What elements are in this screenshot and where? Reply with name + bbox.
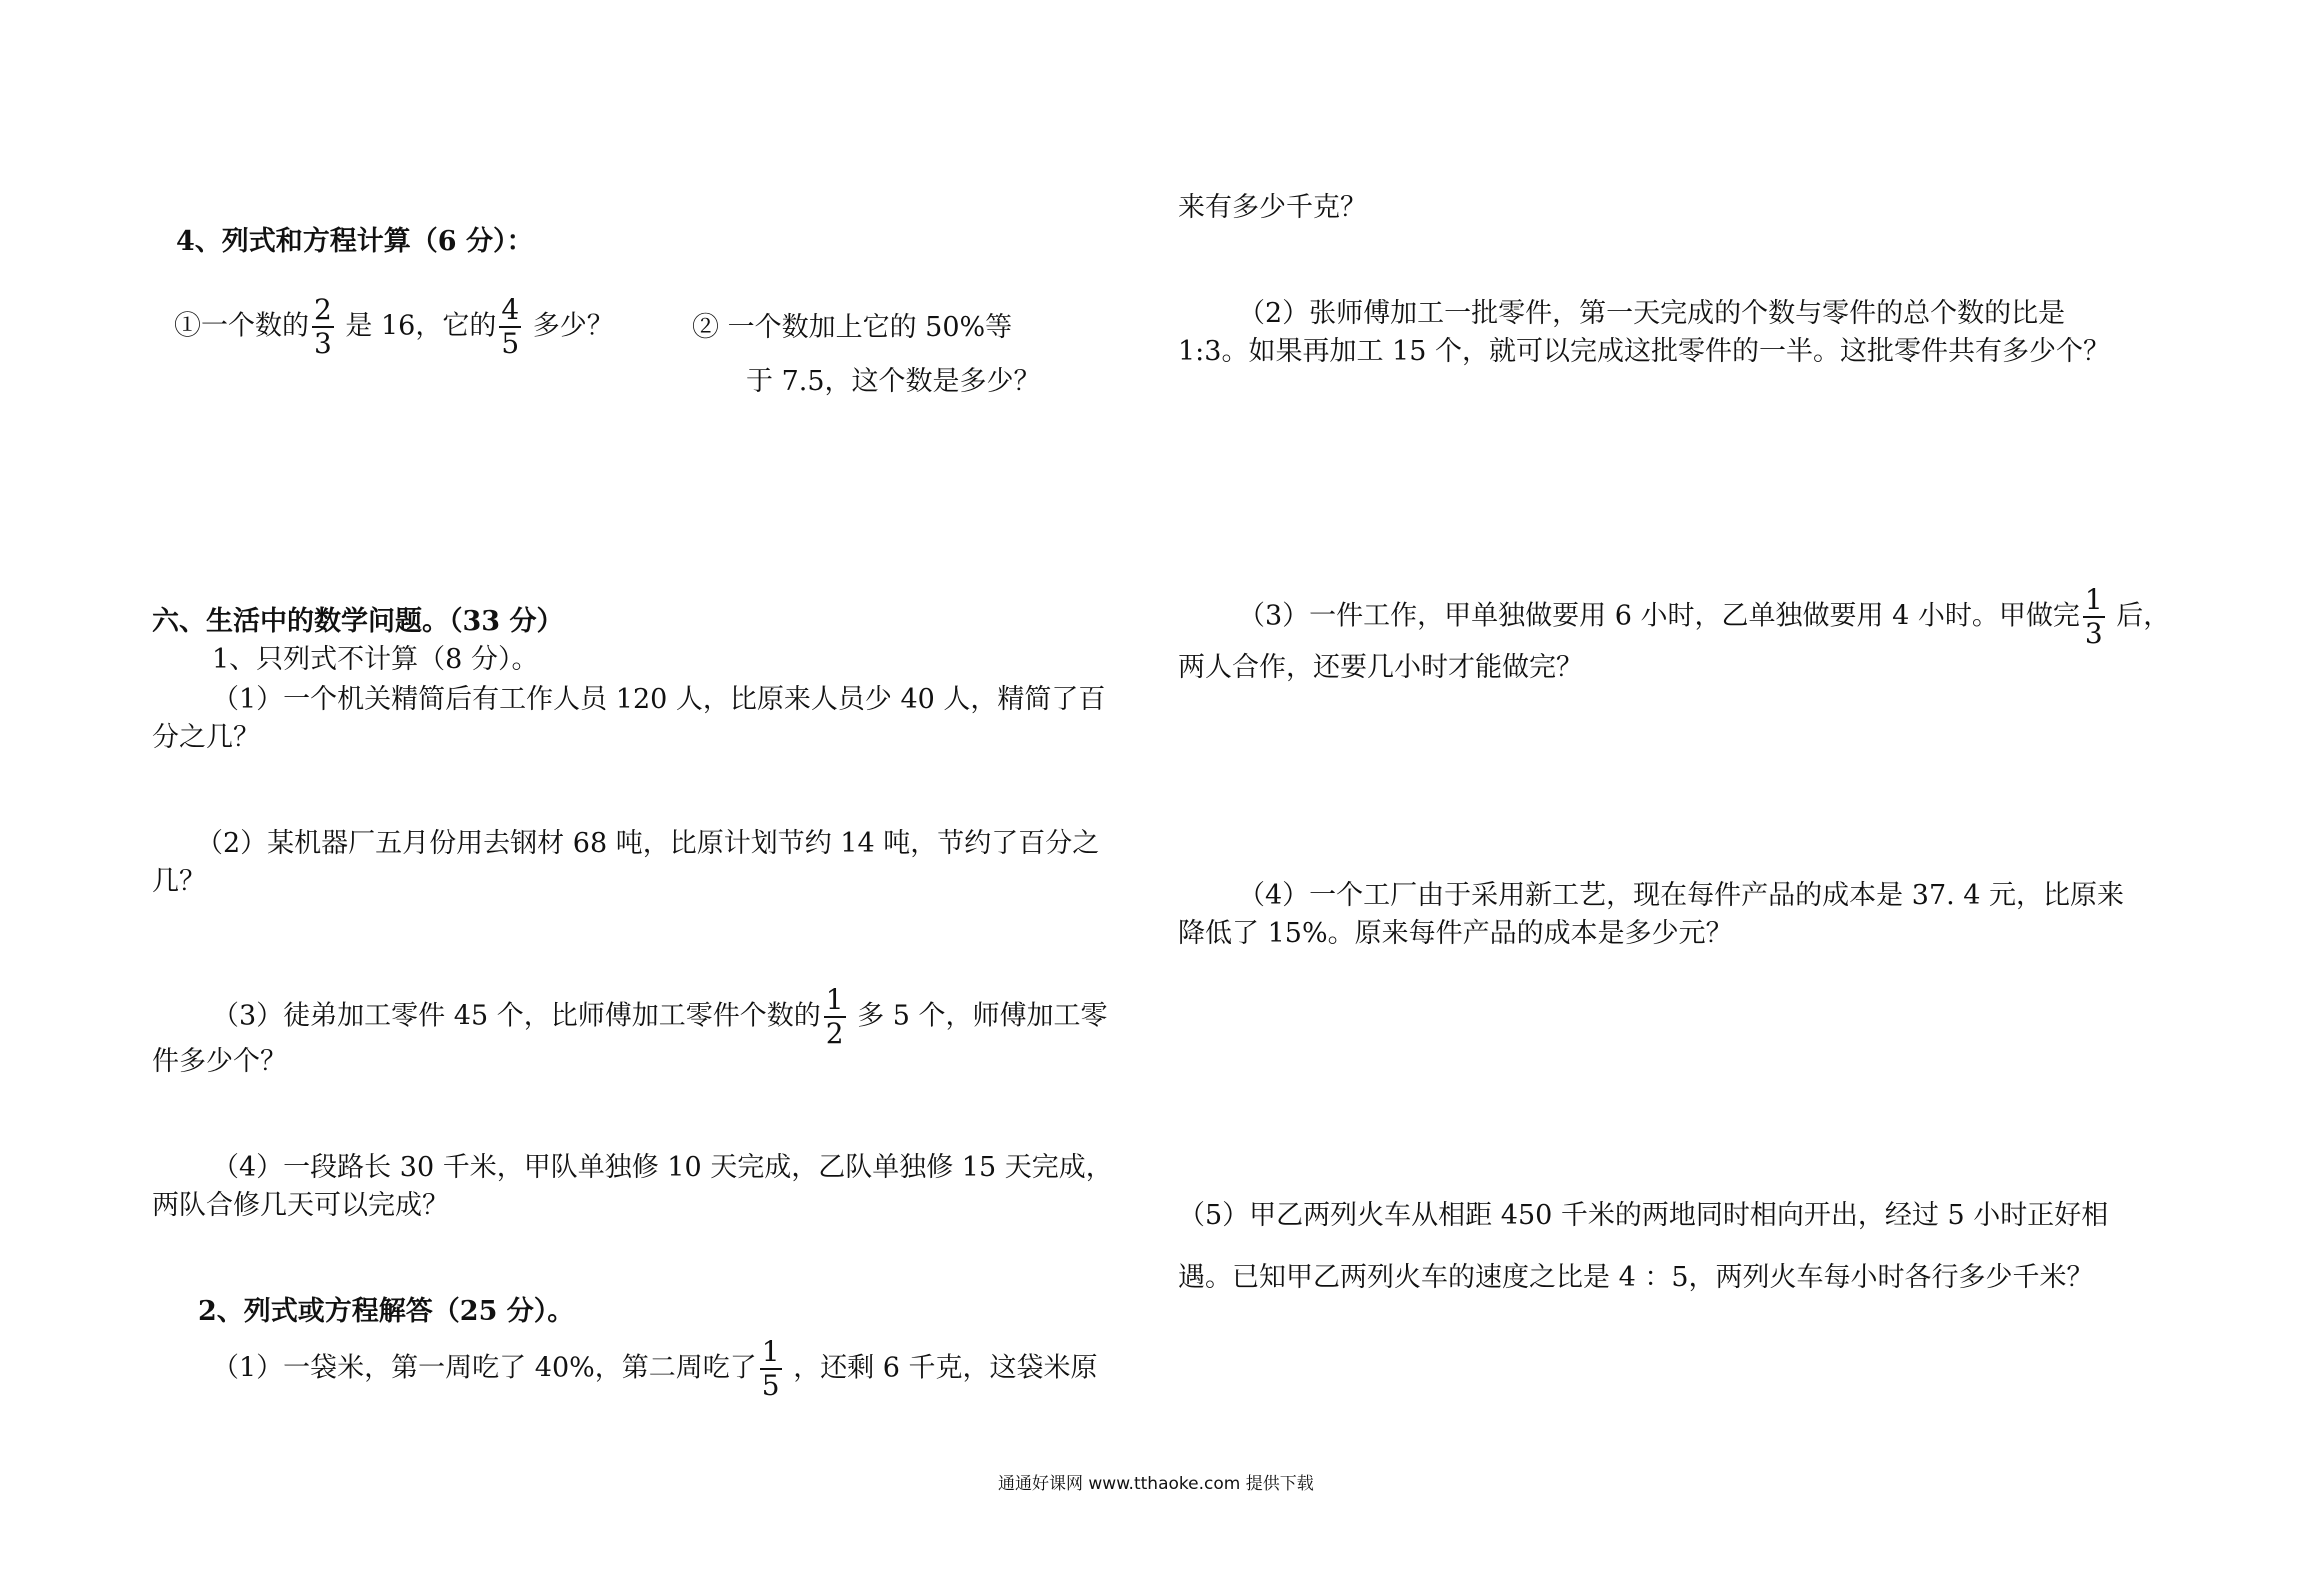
subsection-2-heading: 2、列式或方程解答（25 分）。	[198, 1296, 575, 1327]
fraction-numerator: 4	[501, 293, 520, 326]
fraction-four-fifths	[499, 293, 521, 360]
problem-3-suffix: 多 5 个，师傅加工零	[848, 1000, 1108, 1032]
q4-item-1-suffix: 多少？	[524, 310, 614, 342]
problem-3-line1	[212, 983, 1108, 1050]
question-3-line2: 两人合作，还要几小时才能做完？	[1178, 652, 1583, 683]
fraction-denominator: 3	[314, 327, 332, 360]
problem-1-line1: （1）一个机关精简后有工作人员 120 人，比原来人员少 40 人，精简了百	[212, 684, 1106, 715]
question-3-line1	[1238, 583, 2171, 650]
question-5-line1: （5）甲乙两列火车从相距 450 千米的两地同时相向开出，经过 5 小时正好相	[1178, 1200, 2109, 1231]
fraction-numerator: 1	[761, 1335, 780, 1368]
problem-3-line2: 件多少个？	[152, 1046, 287, 1077]
question-4-line1: （4）一个工厂由于采用新工艺，现在每件产品的成本是 37. 4 元，比原来	[1238, 880, 2125, 911]
problem-4-line1: （4）一段路长 30 千米，甲队单独修 10 天完成，乙队单独修 15 天完成，	[212, 1152, 1113, 1183]
fraction-denominator: 2	[825, 1017, 844, 1050]
question-2-line1: （2）张师傅加工一批零件，第一天完成的个数与零件的总个数的比是	[1238, 298, 2066, 329]
q4-item-1	[174, 293, 614, 360]
q4-item-2-line1: ② 一个数加上它的 50%等	[692, 312, 1013, 343]
fraction-numerator: 2	[314, 293, 332, 326]
page-footer: 通通好课网 www.tthaoke.com 提供下载	[998, 1474, 1314, 1494]
problem-2-line2: 几？	[152, 866, 206, 897]
problem-3-prefix: （3）徒弟加工零件 45 个，比师傅加工零件个数的	[212, 1000, 821, 1032]
question-3-suffix: 后，	[2107, 600, 2171, 632]
fraction-numerator: 1	[825, 983, 844, 1016]
q4-item-1-mid: 是 16，它的	[336, 310, 497, 342]
q4-item-1-prefix: ①一个数的	[174, 310, 309, 342]
question-4-line2: 降低了 15%。原来每件产品的成本是多少元？	[1178, 918, 1733, 949]
problem-2-line1: （2）某机器厂五月份用去钢材 68 吨，比原计划节约 14 吨，节约了百分之	[196, 828, 1100, 859]
fraction-denominator: 5	[501, 327, 520, 360]
subsection-1-heading: 1、只列式不计算（8 分）。	[212, 644, 539, 675]
q4-heading: 4、列式和方程计算（6 分）：	[176, 226, 534, 257]
question-1-line1	[212, 1335, 1098, 1402]
fraction-one-third	[2083, 583, 2105, 650]
fraction-two-thirds	[312, 293, 334, 360]
question-2-line2: 1:3。如果再加工 15 个，就可以完成这批零件的一半。这批零件共有多少个？	[1178, 336, 2110, 367]
question-1-line2: 来有多少千克？	[1178, 192, 1367, 223]
question-1-prefix: （1）一袋米，第一周吃了 40%，第二周吃了	[212, 1352, 757, 1384]
fraction-numerator: 1	[2084, 583, 2103, 616]
fraction-one-fifth	[760, 1335, 782, 1402]
fraction-one-half	[824, 983, 846, 1050]
fraction-denominator: 3	[2084, 617, 2103, 650]
problem-4-line2: 两队合修几天可以完成？	[152, 1190, 449, 1221]
q4-item-2-line2: 于 7.5，这个数是多少？	[746, 366, 1041, 397]
question-5-line2: 遇。已知甲乙两列火车的速度之比是 4 ：5，两列火车每小时各行多少千米？	[1178, 1262, 2094, 1293]
question-3-prefix: （3）一件工作，甲单独做要用 6 小时，乙单独做要用 4 小时。甲做完	[1238, 600, 2080, 632]
section-6-heading: 六、生活中的数学问题。（33 分）	[152, 606, 564, 637]
problem-1-line2: 分之几？	[152, 722, 260, 753]
question-1-suffix: ，还剩 6 千克，这袋米原	[784, 1352, 1098, 1384]
fraction-denominator: 5	[761, 1369, 780, 1402]
